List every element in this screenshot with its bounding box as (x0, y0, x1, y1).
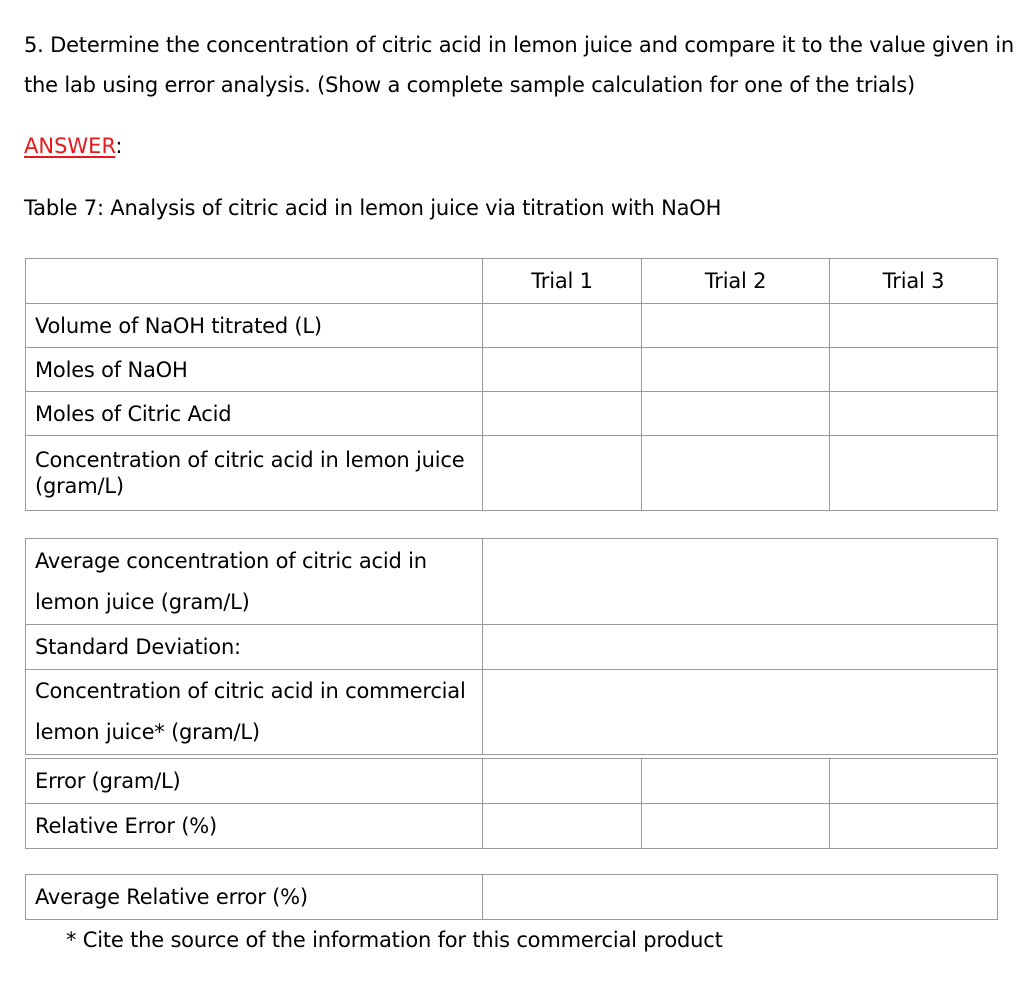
summary-table (25, 538, 998, 755)
cell-moles-naoh-trial-3[interactable] (830, 348, 998, 392)
answer-heading (24, 134, 122, 158)
cell-commercial-concentration[interactable] (483, 670, 998, 755)
header-trial-2: Trial 2 (642, 259, 830, 304)
row-label-relative-error: Relative Error (%) (26, 804, 483, 849)
table-row (26, 436, 998, 511)
row-label-average-concentration: Average concentration of citric acid in lemon juice (gram/L) (26, 539, 483, 625)
question-text-line-1: 5. Determine the concentration of citric acid in lemon juice and compare it to the value given in (24, 33, 1015, 57)
table-row (26, 392, 998, 436)
table-caption: Table 7: Analysis of citric acid in lemon juice via titration with NaOH (24, 196, 722, 220)
table-row (26, 759, 998, 804)
table-row (26, 875, 998, 920)
table-row (26, 670, 998, 755)
table-row (26, 539, 998, 625)
header-cell-blank (26, 259, 483, 304)
cell-error-trial-3[interactable] (830, 759, 998, 804)
answer-colon: : (115, 134, 123, 158)
header-trial-3: Trial 3 (830, 259, 998, 304)
cell-volume-trial-2[interactable] (642, 304, 830, 348)
table-row (26, 804, 998, 849)
cell-moles-citric-trial-3[interactable] (830, 392, 998, 436)
cell-moles-naoh-trial-1[interactable] (483, 348, 642, 392)
cell-moles-citric-trial-2[interactable] (642, 392, 830, 436)
error-table (25, 758, 998, 849)
header-trial-1: Trial 1 (483, 259, 642, 304)
cell-concentration-trial-2[interactable] (642, 436, 830, 511)
cell-concentration-trial-1[interactable] (483, 436, 642, 511)
cell-error-trial-2[interactable] (642, 759, 830, 804)
table-row (26, 348, 998, 392)
question-text-line-2: the lab using error analysis. (Show a complete sample calculation for one of the trials) (24, 73, 916, 97)
row-label-error: Error (gram/L) (26, 759, 483, 804)
table-row (26, 625, 998, 670)
cell-relative-error-trial-1[interactable] (483, 804, 642, 849)
cell-moles-naoh-trial-2[interactable] (642, 348, 830, 392)
cell-moles-citric-trial-1[interactable] (483, 392, 642, 436)
cell-standard-deviation[interactable] (483, 625, 998, 670)
cell-average-relative-error[interactable] (483, 875, 998, 920)
average-error-table (25, 874, 998, 920)
cell-concentration-trial-3[interactable] (830, 436, 998, 511)
trials-table (25, 258, 998, 511)
row-label-moles-citric-acid: Moles of Citric Acid (26, 392, 483, 436)
cell-volume-trial-3[interactable] (830, 304, 998, 348)
cell-relative-error-trial-3[interactable] (830, 804, 998, 849)
row-label-volume-naoh: Volume of NaOH titrated (L) (26, 304, 483, 348)
cell-average-concentration[interactable] (483, 539, 998, 625)
row-label-concentration: Concentration of citric acid in lemon juice (gram/L) (26, 436, 483, 511)
row-label-standard-deviation: Standard Deviation: (26, 625, 483, 670)
cell-error-trial-1[interactable] (483, 759, 642, 804)
cell-relative-error-trial-2[interactable] (642, 804, 830, 849)
row-label-commercial-concentration: Concentration of citric acid in commercial lemon juice* (gram/L) (26, 670, 483, 755)
table-header-row (26, 259, 998, 304)
answer-label: ANSWER (24, 134, 116, 158)
footnote: * Cite the source of the information for this commercial product (66, 928, 723, 952)
row-label-average-relative-error: Average Relative error (%) (26, 875, 483, 920)
row-label-moles-naoh: Moles of NaOH (26, 348, 483, 392)
cell-volume-trial-1[interactable] (483, 304, 642, 348)
table-row (26, 304, 998, 348)
